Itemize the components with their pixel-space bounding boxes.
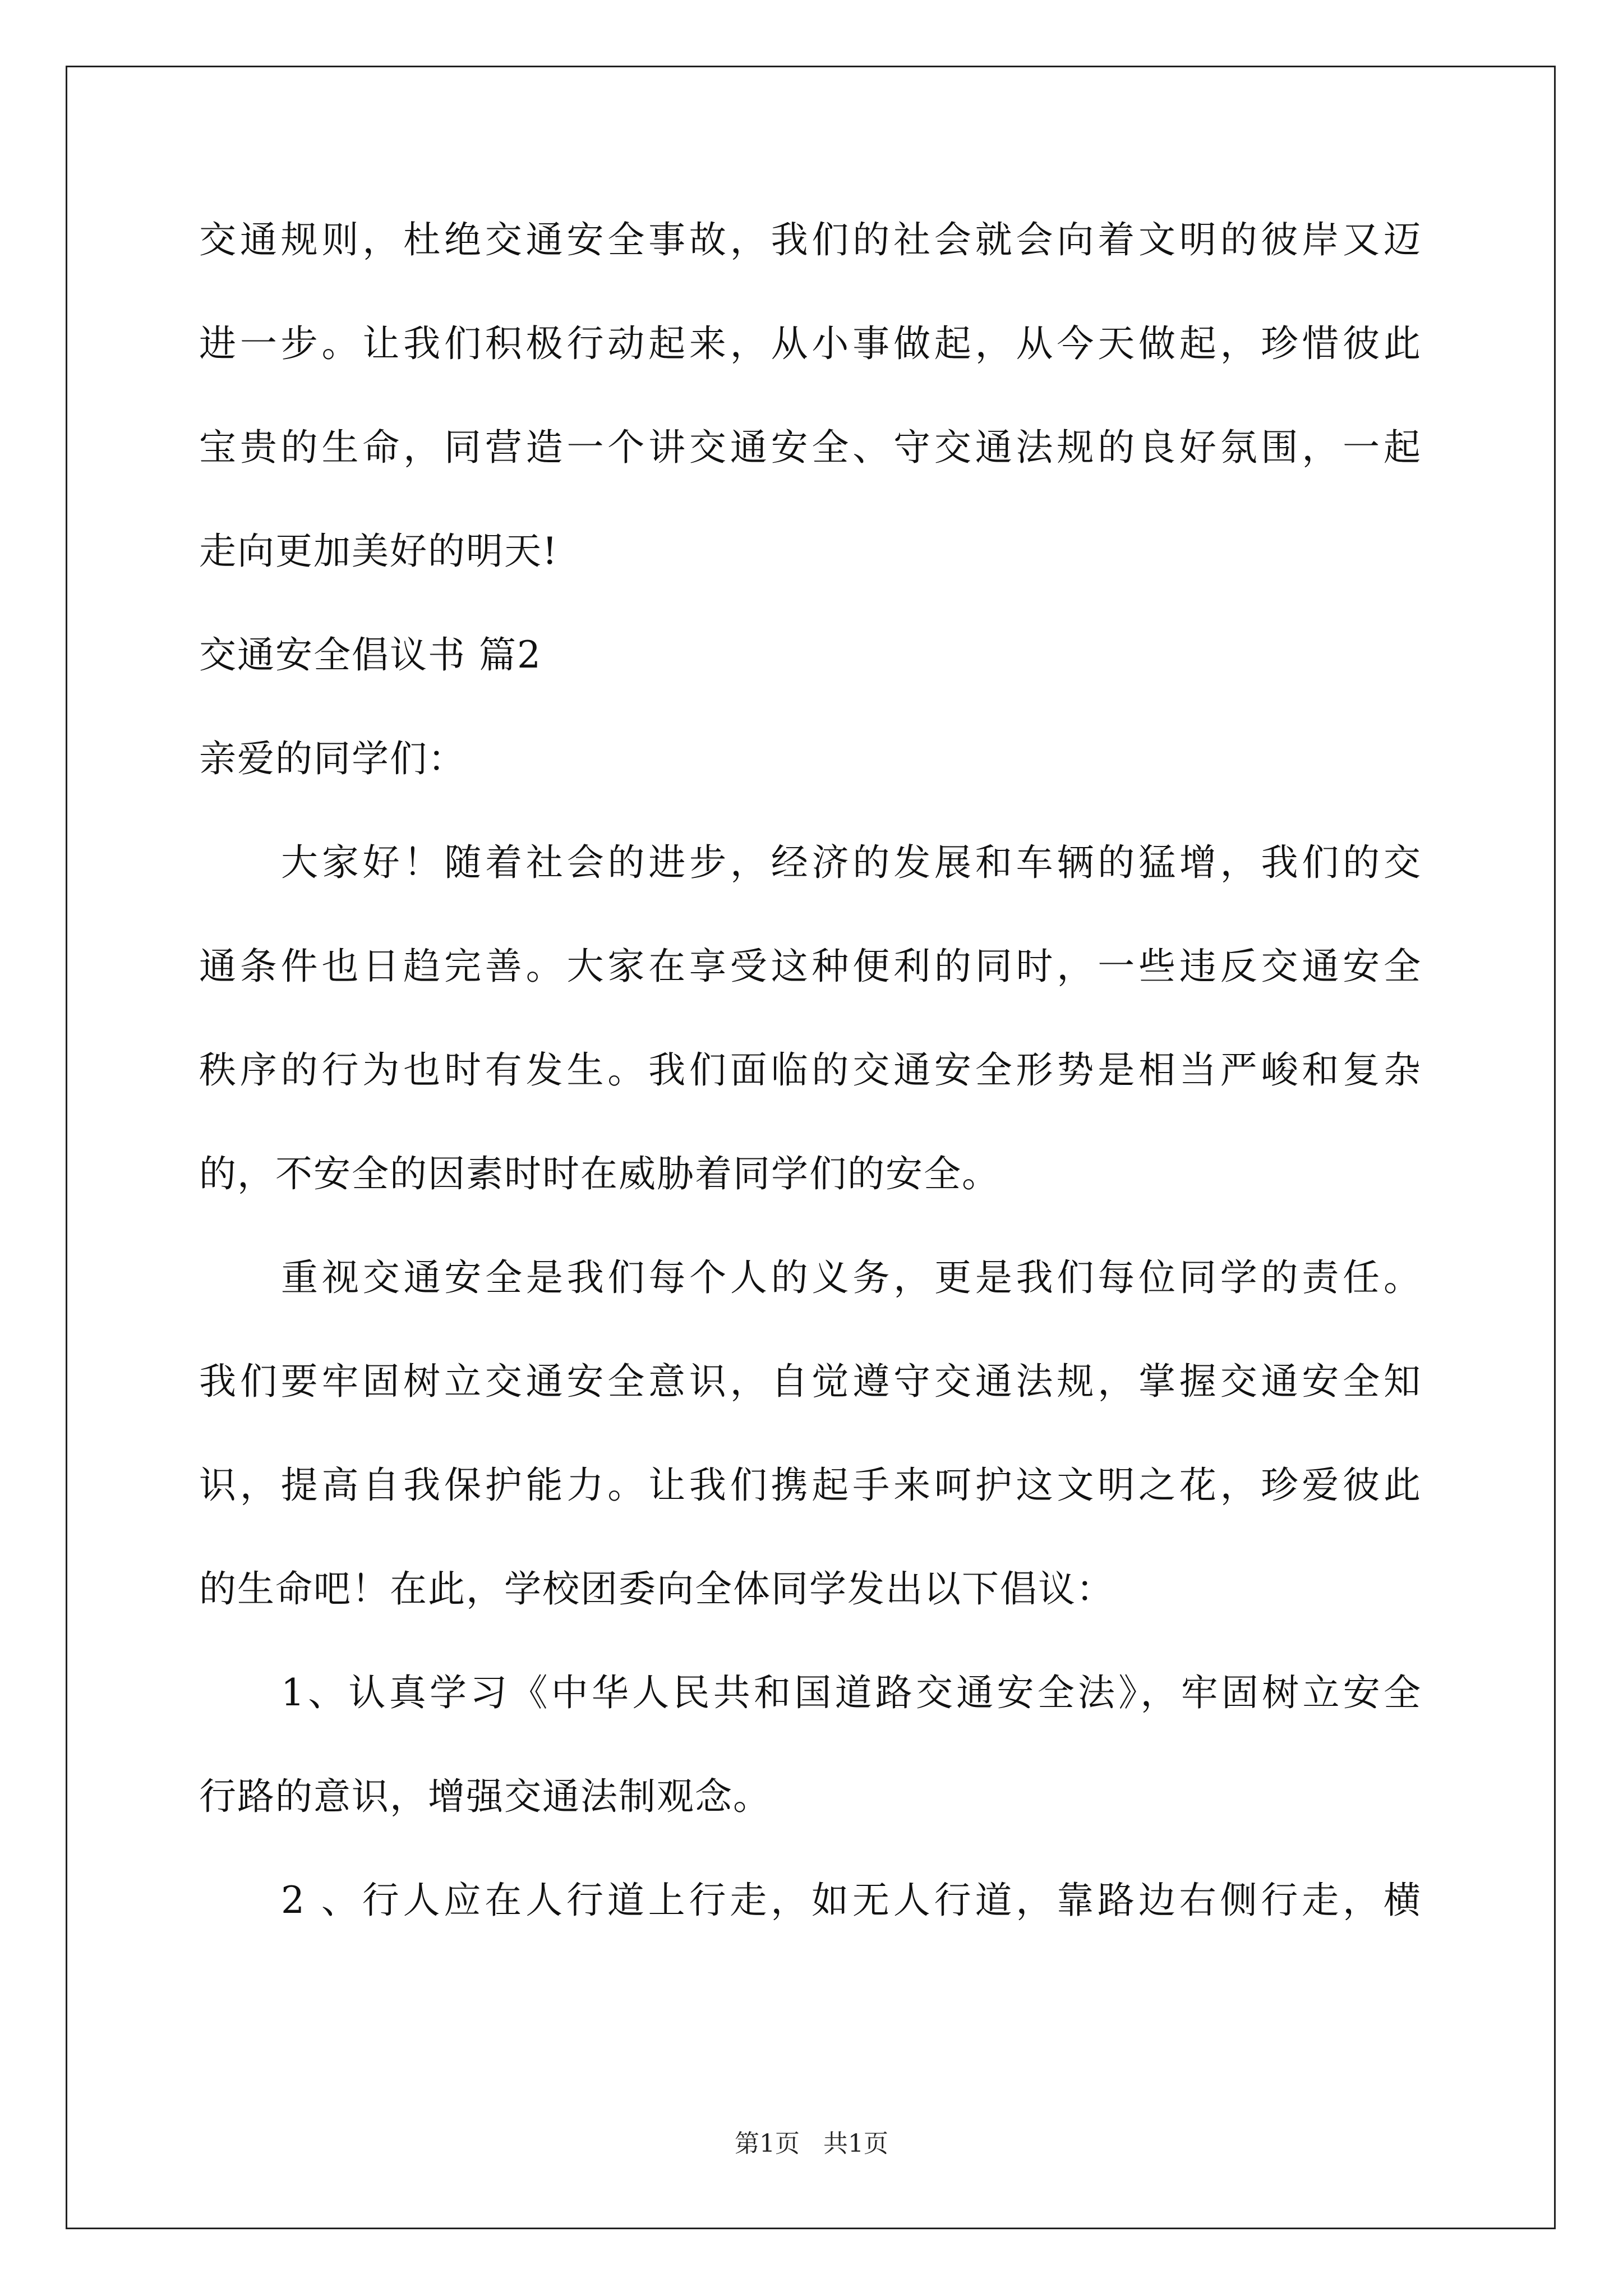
text-line-12: 我们要牢固树立交通安全意识，自觉遵守交通法规，掌握交通安全知 <box>199 1360 1422 1403</box>
text-line-4: 走向更加美好的明天! <box>199 530 559 573</box>
list-item-2: 2 、行人应在人行道上行走，如无人行道，靠路边右侧行走，横 <box>281 1879 1422 1922</box>
text-line-8: 通条件也日趋完善。大家在享受这种便利的同时，一些违反交通安全 <box>199 945 1422 988</box>
text-line-2: 进一步。让我们积极行动起来，从小事做起，从今天做起，珍惜彼此 <box>199 322 1422 365</box>
text-line-7: 大家好！随着社会的进步，经济的发展和车辆的猛增，我们的交 <box>281 841 1422 884</box>
text-line-11: 重视交通安全是我们每个人的义务，更是我们每位同学的责任。 <box>281 1256 1422 1299</box>
text-line-1: 交通规则，杜绝交通安全事故，我们的社会就会向着文明的彼岸又迈 <box>199 218 1422 261</box>
list-item-1-continued: 行路的意识，增强交通法制观念。 <box>199 1775 771 1818</box>
document-body <box>199 213 1422 1977</box>
text-line-10: 的，不安全的因素时时在威胁着同学们的安全。 <box>199 1152 1000 1195</box>
section-heading: 交通安全倡议书 篇2 <box>199 633 542 677</box>
salutation: 亲爱的同学们： <box>199 737 466 780</box>
page-number-footer: 第1页 共1页 <box>735 2129 888 2158</box>
list-item-1: 1、认真学习《中华人民共和国道路交通安全法》，牢固树立安全 <box>281 1671 1422 1714</box>
text-line-3: 宝贵的生命，同营造一个讲交通安全、守交通法规的良好氛围，一起 <box>199 426 1422 469</box>
text-line-9: 秩序的行为也时有发生。我们面临的交通安全形势是相当严峻和复杂 <box>199 1048 1422 1092</box>
text-line-14: 的生命吧！在此，学校团委向全体同学发出以下倡议： <box>199 1567 1114 1611</box>
text-line-13: 识，提高自我保护能力。让我们携起手来呵护这文明之花，珍爱彼此 <box>199 1464 1422 1507</box>
